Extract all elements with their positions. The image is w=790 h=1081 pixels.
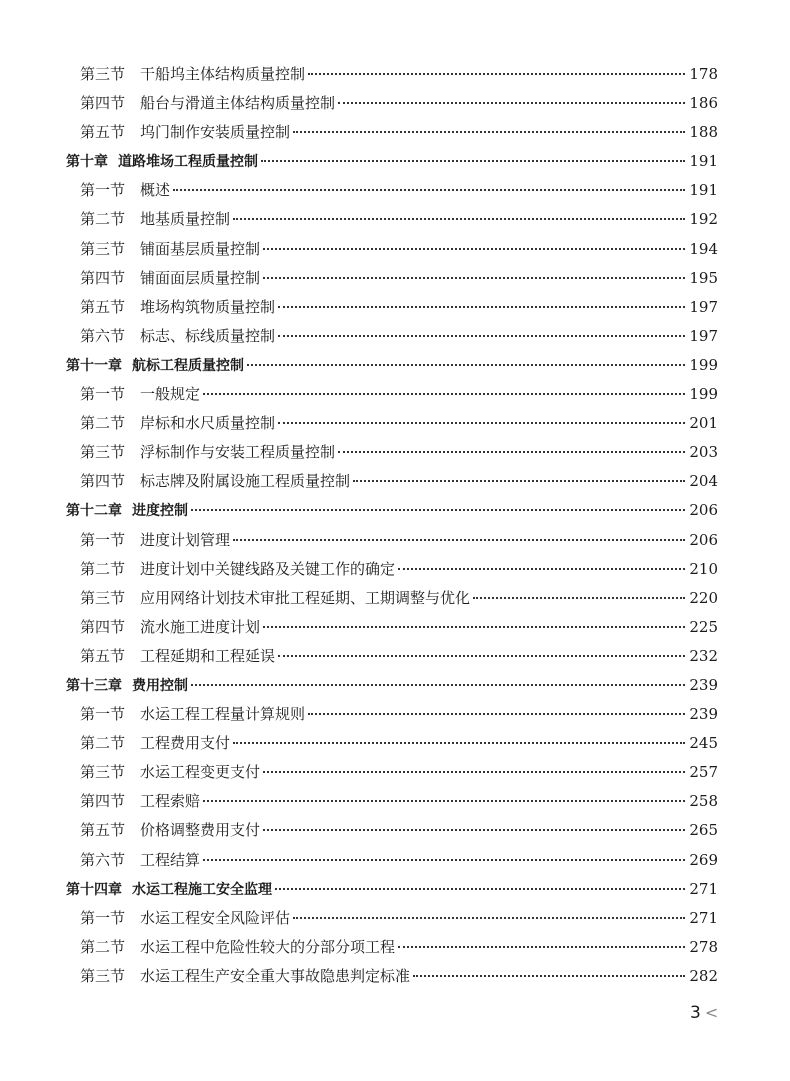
toc-section-entry[interactable] <box>66 962 718 991</box>
toc-chapter-entry[interactable] <box>66 147 718 176</box>
toc-entry-label: 第五节 <box>80 123 126 142</box>
toc-entry-page: 195 <box>689 268 718 287</box>
toc-section-entry[interactable] <box>66 846 718 875</box>
toc-entry-label: 第二节 <box>80 559 126 578</box>
toc-leader-dots <box>247 364 685 366</box>
toc-entry-page: 245 <box>689 734 718 753</box>
toc-leader-dots <box>203 859 685 861</box>
toc-leader-dots <box>398 946 685 948</box>
toc-entry-label: 第四节 <box>80 792 126 811</box>
toc-leader-dots <box>353 480 685 482</box>
toc-section-entry[interactable] <box>66 205 718 234</box>
toc-leader-dots <box>293 131 685 133</box>
toc-entry-page: 269 <box>689 850 718 869</box>
toc-leader-dots <box>263 248 685 250</box>
toc-entry-page: 194 <box>689 239 718 258</box>
toc-entry-label: 第二节 <box>80 734 126 753</box>
toc-entry-page: 199 <box>689 355 718 374</box>
toc-entry-title: 应用网络计划技术审批工程延期、工期调整与优化 <box>140 588 471 607</box>
toc-entry-title: 流水施工进度计划 <box>140 617 261 636</box>
toc-leader-dots <box>263 771 685 773</box>
toc-entry-page: 239 <box>689 675 718 694</box>
toc-entry-page: 178 <box>689 65 718 83</box>
toc-entry-title: 铺面面层质量控制 <box>140 268 261 287</box>
toc-leader-dots <box>191 684 685 686</box>
toc-entry-label: 第一节 <box>80 181 126 200</box>
toc-entry-title: 费用控制 <box>132 677 188 694</box>
toc-entry-label: 第六节 <box>80 326 126 345</box>
toc-entry-title: 进度计划中关键线路及关键工作的确定 <box>140 559 396 578</box>
toc-entry-page: 206 <box>689 501 718 520</box>
toc-section-entry[interactable] <box>66 235 718 264</box>
toc-entry-label: 第十章 <box>66 154 108 171</box>
toc-section-entry[interactable] <box>66 293 718 322</box>
toc-entry-label: 第六节 <box>80 850 126 869</box>
table-of-contents <box>66 60 718 991</box>
toc-leader-dots <box>473 597 685 599</box>
toc-leader-dots <box>263 829 685 831</box>
toc-entry-title: 水运工程变更支付 <box>140 763 261 782</box>
toc-entry-label: 第二节 <box>80 414 126 433</box>
toc-entry-page: 197 <box>689 297 718 316</box>
toc-entry-title: 水运工程中危险性较大的分部分项工程 <box>140 937 396 956</box>
toc-entry-page: 282 <box>689 966 718 985</box>
toc-section-entry[interactable] <box>66 700 718 729</box>
toc-section-entry[interactable] <box>66 60 718 89</box>
toc-section-entry[interactable] <box>66 438 718 467</box>
toc-entry-label: 第三节 <box>80 966 126 985</box>
toc-entry-label: 第四节 <box>80 617 126 636</box>
toc-section-entry[interactable] <box>66 264 718 293</box>
toc-leader-dots <box>278 655 685 657</box>
toc-chapter-entry[interactable] <box>66 875 718 904</box>
toc-leader-dots <box>413 975 685 977</box>
toc-section-entry[interactable] <box>66 584 718 613</box>
toc-section-entry[interactable] <box>66 89 718 118</box>
toc-entry-title: 浮标制作与安装工程质量控制 <box>140 443 336 462</box>
toc-section-entry[interactable] <box>66 380 718 409</box>
toc-entry-page: 278 <box>689 937 718 956</box>
toc-entry-page: 257 <box>689 763 718 782</box>
toc-entry-label: 第五节 <box>80 646 126 665</box>
toc-entry-page: 204 <box>689 472 718 491</box>
toc-leader-dots <box>173 189 685 191</box>
toc-section-entry[interactable] <box>66 555 718 584</box>
toc-entry-title: 工程费用支付 <box>140 734 231 753</box>
toc-entry-title: 标志牌及附属设施工程质量控制 <box>140 472 351 491</box>
toc-entry-page: 258 <box>689 792 718 811</box>
toc-leader-dots <box>233 539 685 541</box>
toc-entry-title: 一般规定 <box>140 385 201 404</box>
toc-entry-label: 第三节 <box>80 443 126 462</box>
toc-leader-dots <box>278 335 685 337</box>
toc-chapter-entry[interactable] <box>66 671 718 700</box>
toc-entry-page: 197 <box>689 326 718 345</box>
toc-entry-page: 210 <box>689 559 718 578</box>
toc-entry-page: 232 <box>689 646 718 665</box>
toc-entry-title: 价格调整费用支付 <box>140 821 261 840</box>
page-number: 3 <box>690 1003 701 1023</box>
toc-section-entry[interactable] <box>66 642 718 671</box>
toc-leader-dots <box>191 509 685 511</box>
toc-entry-label: 第十二章 <box>66 503 122 520</box>
toc-entry-label: 第四节 <box>80 268 126 287</box>
toc-entry-page: 186 <box>689 94 718 113</box>
toc-entry-title: 标志、标线质量控制 <box>140 326 276 345</box>
chevron-left-icon: < <box>704 1003 719 1022</box>
toc-section-entry[interactable] <box>66 526 718 555</box>
toc-section-entry[interactable] <box>66 787 718 816</box>
toc-section-entry[interactable] <box>66 176 718 205</box>
toc-leader-dots <box>278 306 685 308</box>
toc-entry-title: 进度计划管理 <box>140 530 231 549</box>
toc-leader-dots <box>308 73 685 75</box>
toc-entry-label: 第三节 <box>80 239 126 258</box>
toc-leader-dots <box>203 800 685 802</box>
toc-entry-title: 堆场构筑物质量控制 <box>140 297 276 316</box>
toc-entry-title: 干船坞主体结构质量控制 <box>140 65 306 83</box>
toc-leader-dots <box>278 422 685 424</box>
toc-chapter-entry[interactable] <box>66 351 718 380</box>
toc-leader-dots <box>338 451 685 453</box>
toc-entry-title: 工程索赔 <box>140 792 201 811</box>
toc-leader-dots <box>263 277 685 279</box>
toc-entry-label: 第三节 <box>80 65 126 83</box>
toc-entry-label: 第五节 <box>80 821 126 840</box>
toc-entry-page: 225 <box>689 617 718 636</box>
toc-section-entry[interactable] <box>66 933 718 962</box>
toc-entry-label: 第一节 <box>80 705 126 724</box>
toc-leader-dots <box>293 917 685 919</box>
toc-entry-page: 220 <box>689 588 718 607</box>
toc-leader-dots <box>398 568 685 570</box>
page-folio <box>690 1003 718 1023</box>
toc-section-entry[interactable] <box>66 816 718 845</box>
toc-entry-label: 第十三章 <box>66 677 122 694</box>
toc-entry-page: 271 <box>689 908 718 927</box>
toc-entry-page: 239 <box>689 705 718 724</box>
toc-section-entry[interactable] <box>66 322 718 351</box>
toc-entry-label: 第五节 <box>80 297 126 316</box>
toc-section-entry[interactable] <box>66 904 718 933</box>
toc-leader-dots <box>308 713 685 715</box>
toc-entry-page: 199 <box>689 385 718 404</box>
toc-section-entry[interactable] <box>66 729 718 758</box>
toc-entry-title: 水运工程生产安全重大事故隐患判定标准 <box>140 966 411 985</box>
toc-entry-label: 第三节 <box>80 763 126 782</box>
toc-entry-page: 203 <box>689 443 718 462</box>
toc-entry-page: 191 <box>689 152 718 171</box>
toc-entry-title: 进度控制 <box>132 503 188 520</box>
toc-entry-label: 第十四章 <box>66 881 122 898</box>
toc-chapter-entry[interactable] <box>66 496 718 525</box>
toc-leader-dots <box>263 626 685 628</box>
toc-entry-title: 地基质量控制 <box>140 210 231 229</box>
toc-entry-page: 201 <box>689 414 718 433</box>
toc-entry-title: 铺面基层质量控制 <box>140 239 261 258</box>
toc-leader-dots <box>233 742 685 744</box>
toc-entry-title: 工程延期和工程延误 <box>140 646 276 665</box>
toc-section-entry[interactable] <box>66 467 718 496</box>
toc-entry-title: 坞门制作安装质量控制 <box>140 123 291 142</box>
toc-entry-title: 概述 <box>140 181 171 200</box>
toc-entry-title: 工程结算 <box>140 850 201 869</box>
toc-entry-page: 191 <box>689 181 718 200</box>
toc-section-entry[interactable] <box>66 118 718 147</box>
toc-section-entry[interactable] <box>66 409 718 438</box>
toc-entry-label: 第二节 <box>80 210 126 229</box>
toc-section-entry[interactable] <box>66 613 718 642</box>
toc-entry-title: 船台与滑道主体结构质量控制 <box>140 94 336 113</box>
toc-entry-page: 265 <box>689 821 718 840</box>
toc-entry-label: 第十一章 <box>66 357 122 374</box>
toc-leader-dots <box>261 160 685 162</box>
toc-leader-dots <box>275 888 685 890</box>
toc-leader-dots <box>233 218 685 220</box>
toc-entry-page: 188 <box>689 123 718 142</box>
toc-entry-title: 水运工程工程量计算规则 <box>140 705 306 724</box>
toc-leader-dots <box>338 102 685 104</box>
toc-entry-label: 第三节 <box>80 588 126 607</box>
toc-entry-label: 第一节 <box>80 530 126 549</box>
toc-entry-title: 道路堆场工程质量控制 <box>118 154 258 171</box>
toc-entry-page: 271 <box>689 879 718 898</box>
toc-entry-label: 第一节 <box>80 385 126 404</box>
toc-entry-page: 192 <box>689 210 718 229</box>
toc-entry-label: 第二节 <box>80 937 126 956</box>
toc-entry-title: 水运工程施工安全监理 <box>132 881 272 898</box>
toc-section-entry[interactable] <box>66 758 718 787</box>
toc-entry-label: 第一节 <box>80 908 126 927</box>
toc-entry-title: 岸标和水尺质量控制 <box>140 414 276 433</box>
toc-entry-page: 206 <box>689 530 718 549</box>
toc-leader-dots <box>203 393 685 395</box>
toc-entry-title: 水运工程安全风险评估 <box>140 908 291 927</box>
toc-entry-label: 第四节 <box>80 472 126 491</box>
toc-entry-label: 第四节 <box>80 94 126 113</box>
toc-entry-title: 航标工程质量控制 <box>132 357 244 374</box>
